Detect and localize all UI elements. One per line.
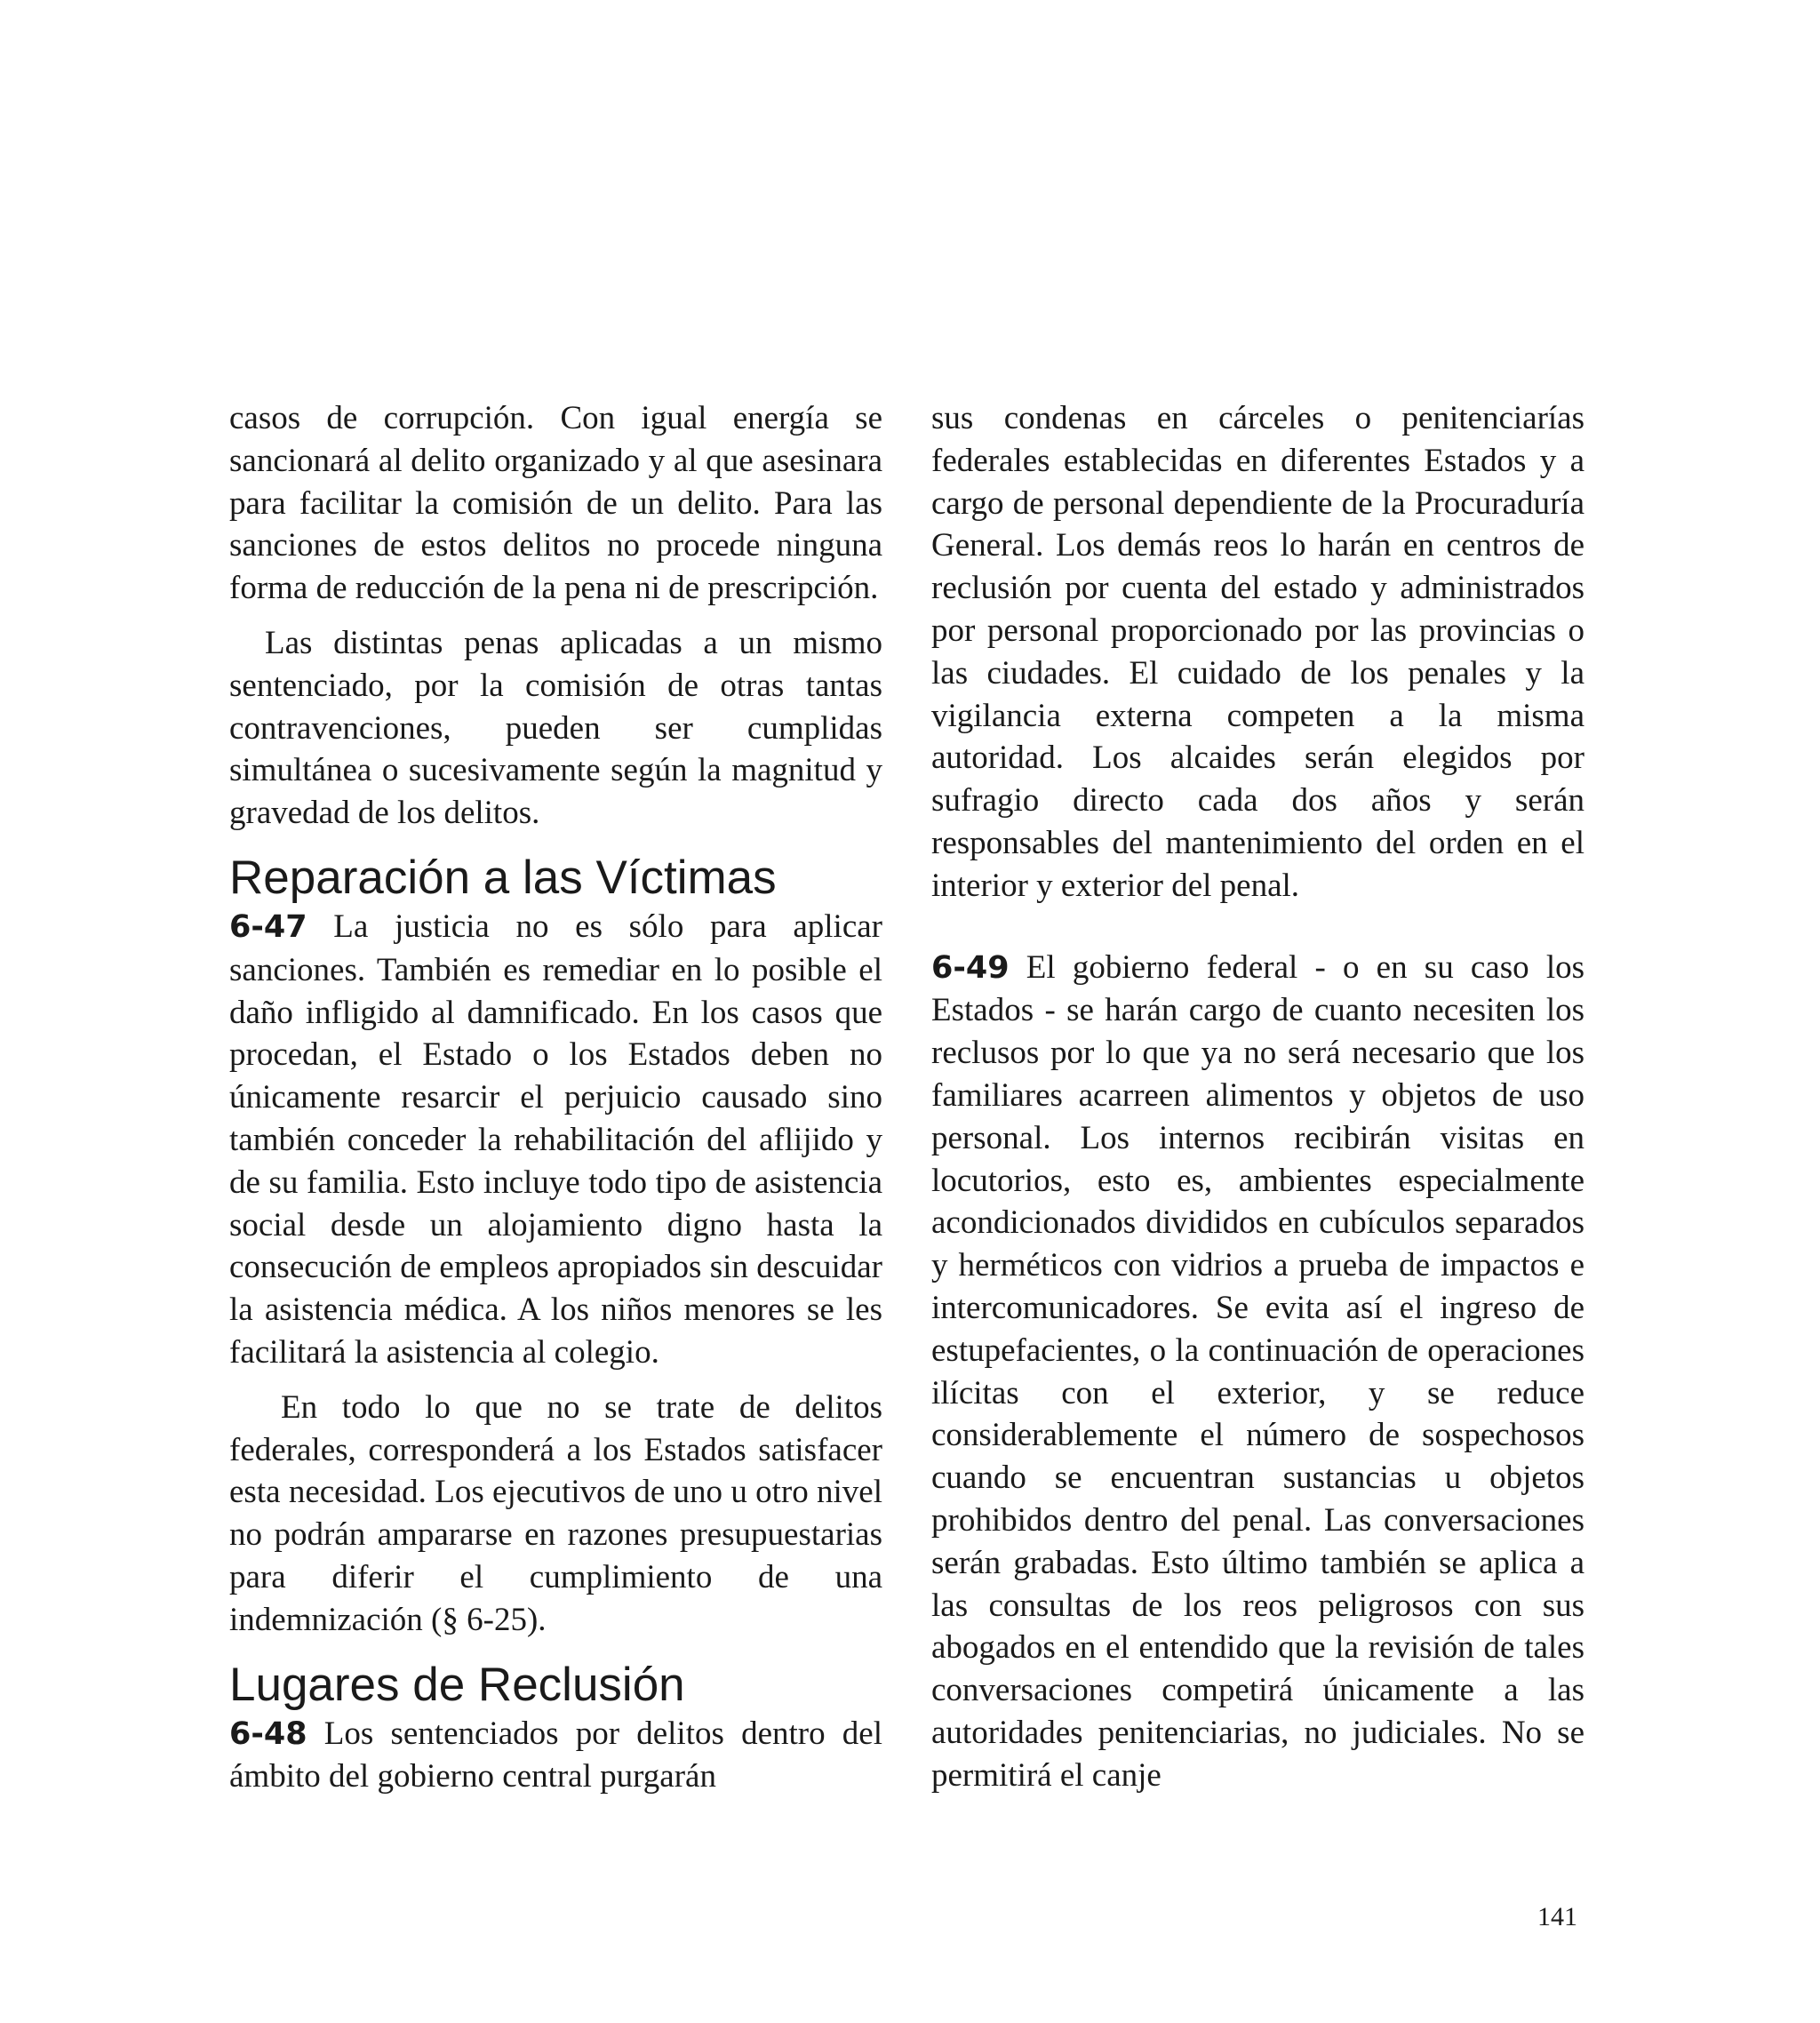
numbered-paragraph [229,906,882,1374]
paragraph-number: 6-47 [229,908,307,945]
paragraph-text: Los sentenciados por delitos dentro del ámbito del gobierno central purgarán [229,1715,883,1795]
section-heading: Reparación a las Víctimas [229,851,777,904]
paragraph: En todo lo que no se trate de delitos federales, corresponderá a los Estados satisfacer esta necesidad. Los ejecutivos de uno u otro nivel no podrán ampararse en razones presupuestarias para diferir el cumplimiento de una indemnización (§ 6-25). [229,1388,882,1638]
paragraph-gap [931,908,1585,947]
paragraph: casos de corrupción. Con igual energía se sancionará al delito organizado y al que asesinara para facilitar la comisión de un delito. Para las sanciones de estos delitos no procede ninguna forma de reducción de la pena ni de prescripción. [229,400,882,607]
paragraph-text: El gobierno federal - o en su caso los Estados - se harán cargo de cuanto necesiten los reclusos por lo que ya no será necesario que los familiares acarreen alimentos y objetos de uso personal. Los internos recibirán visitas en locutorios, esto es, ambientes especialmente acondicionados divididos en cubículos separados y herméticos con vidrios a prueba de impactos e intercomunicadores. Se evita así el ingreso de estupefacientes, o la continuación de operaciones ilícitas con el exterior, y se reduce considerablemente el número de sospechosos cuando se encuentran sustancias u objetos prohibidos dentro del penal. Las conversaciones serán grabadas. Esto último también se aplica a las consultas de los reos peligrosos con sus abogados en el entendido que la revisión de tales conversaciones competirá únicamente a las autoridades penitenciarias, no judiciales. No se permitirá el canje [931,948,1585,1794]
page-number: 141 [1537,1902,1577,1931]
numbered-paragraph [931,947,1585,1797]
right-column [931,397,1585,1797]
paragraph-number: 6-49 [931,949,1010,986]
paragraph-number: 6-48 [229,1715,307,1752]
paragraph: sus condenas en cárceles o penitenciarías federales establecidas en diferentes Estados y a cargo de personal dependiente de la Procuraduría General. Los demás reos lo harán en centros de reclusión por cuenta del estado y administrados por personal proporcionado por las provincias o las ciudades. El cuidado de los penales y la vigilancia externa competen a la misma autoridad. Los alcaides serán elegidos por sufragio directo cada dos años y serán responsables del mantenimiento del orden en el interior y exterior del penal. [931,400,1585,904]
paragraph: Las distintas penas aplicadas a un mismo sentenciado, por la comisión de otras tantas contravenciones, pueden ser cumplidas simultánea o sucesivamente según la magnitud y gravedad de los delitos. [229,624,882,832]
left-column [229,397,882,1798]
numbered-paragraph [229,1713,882,1799]
section-heading: Lugares de Reclusión [229,1658,685,1711]
paragraph-text: La justicia no es sólo para aplicar sanciones. También es remediar en lo posible el daño infligido al damnificado. En los casos que procedan, el Estado o los Estados deben no únicamente resarcir el perjuicio causado sino también conceder la rehabilitación del aflijido y de su familia. Esto incluye todo tipo de asistencia social desde un alojamiento digno hasta la consecución de empleos apropiados sin descuidar la asistencia médica. A los niños menores se les facilitará la asistencia al colegio. [229,908,882,1371]
